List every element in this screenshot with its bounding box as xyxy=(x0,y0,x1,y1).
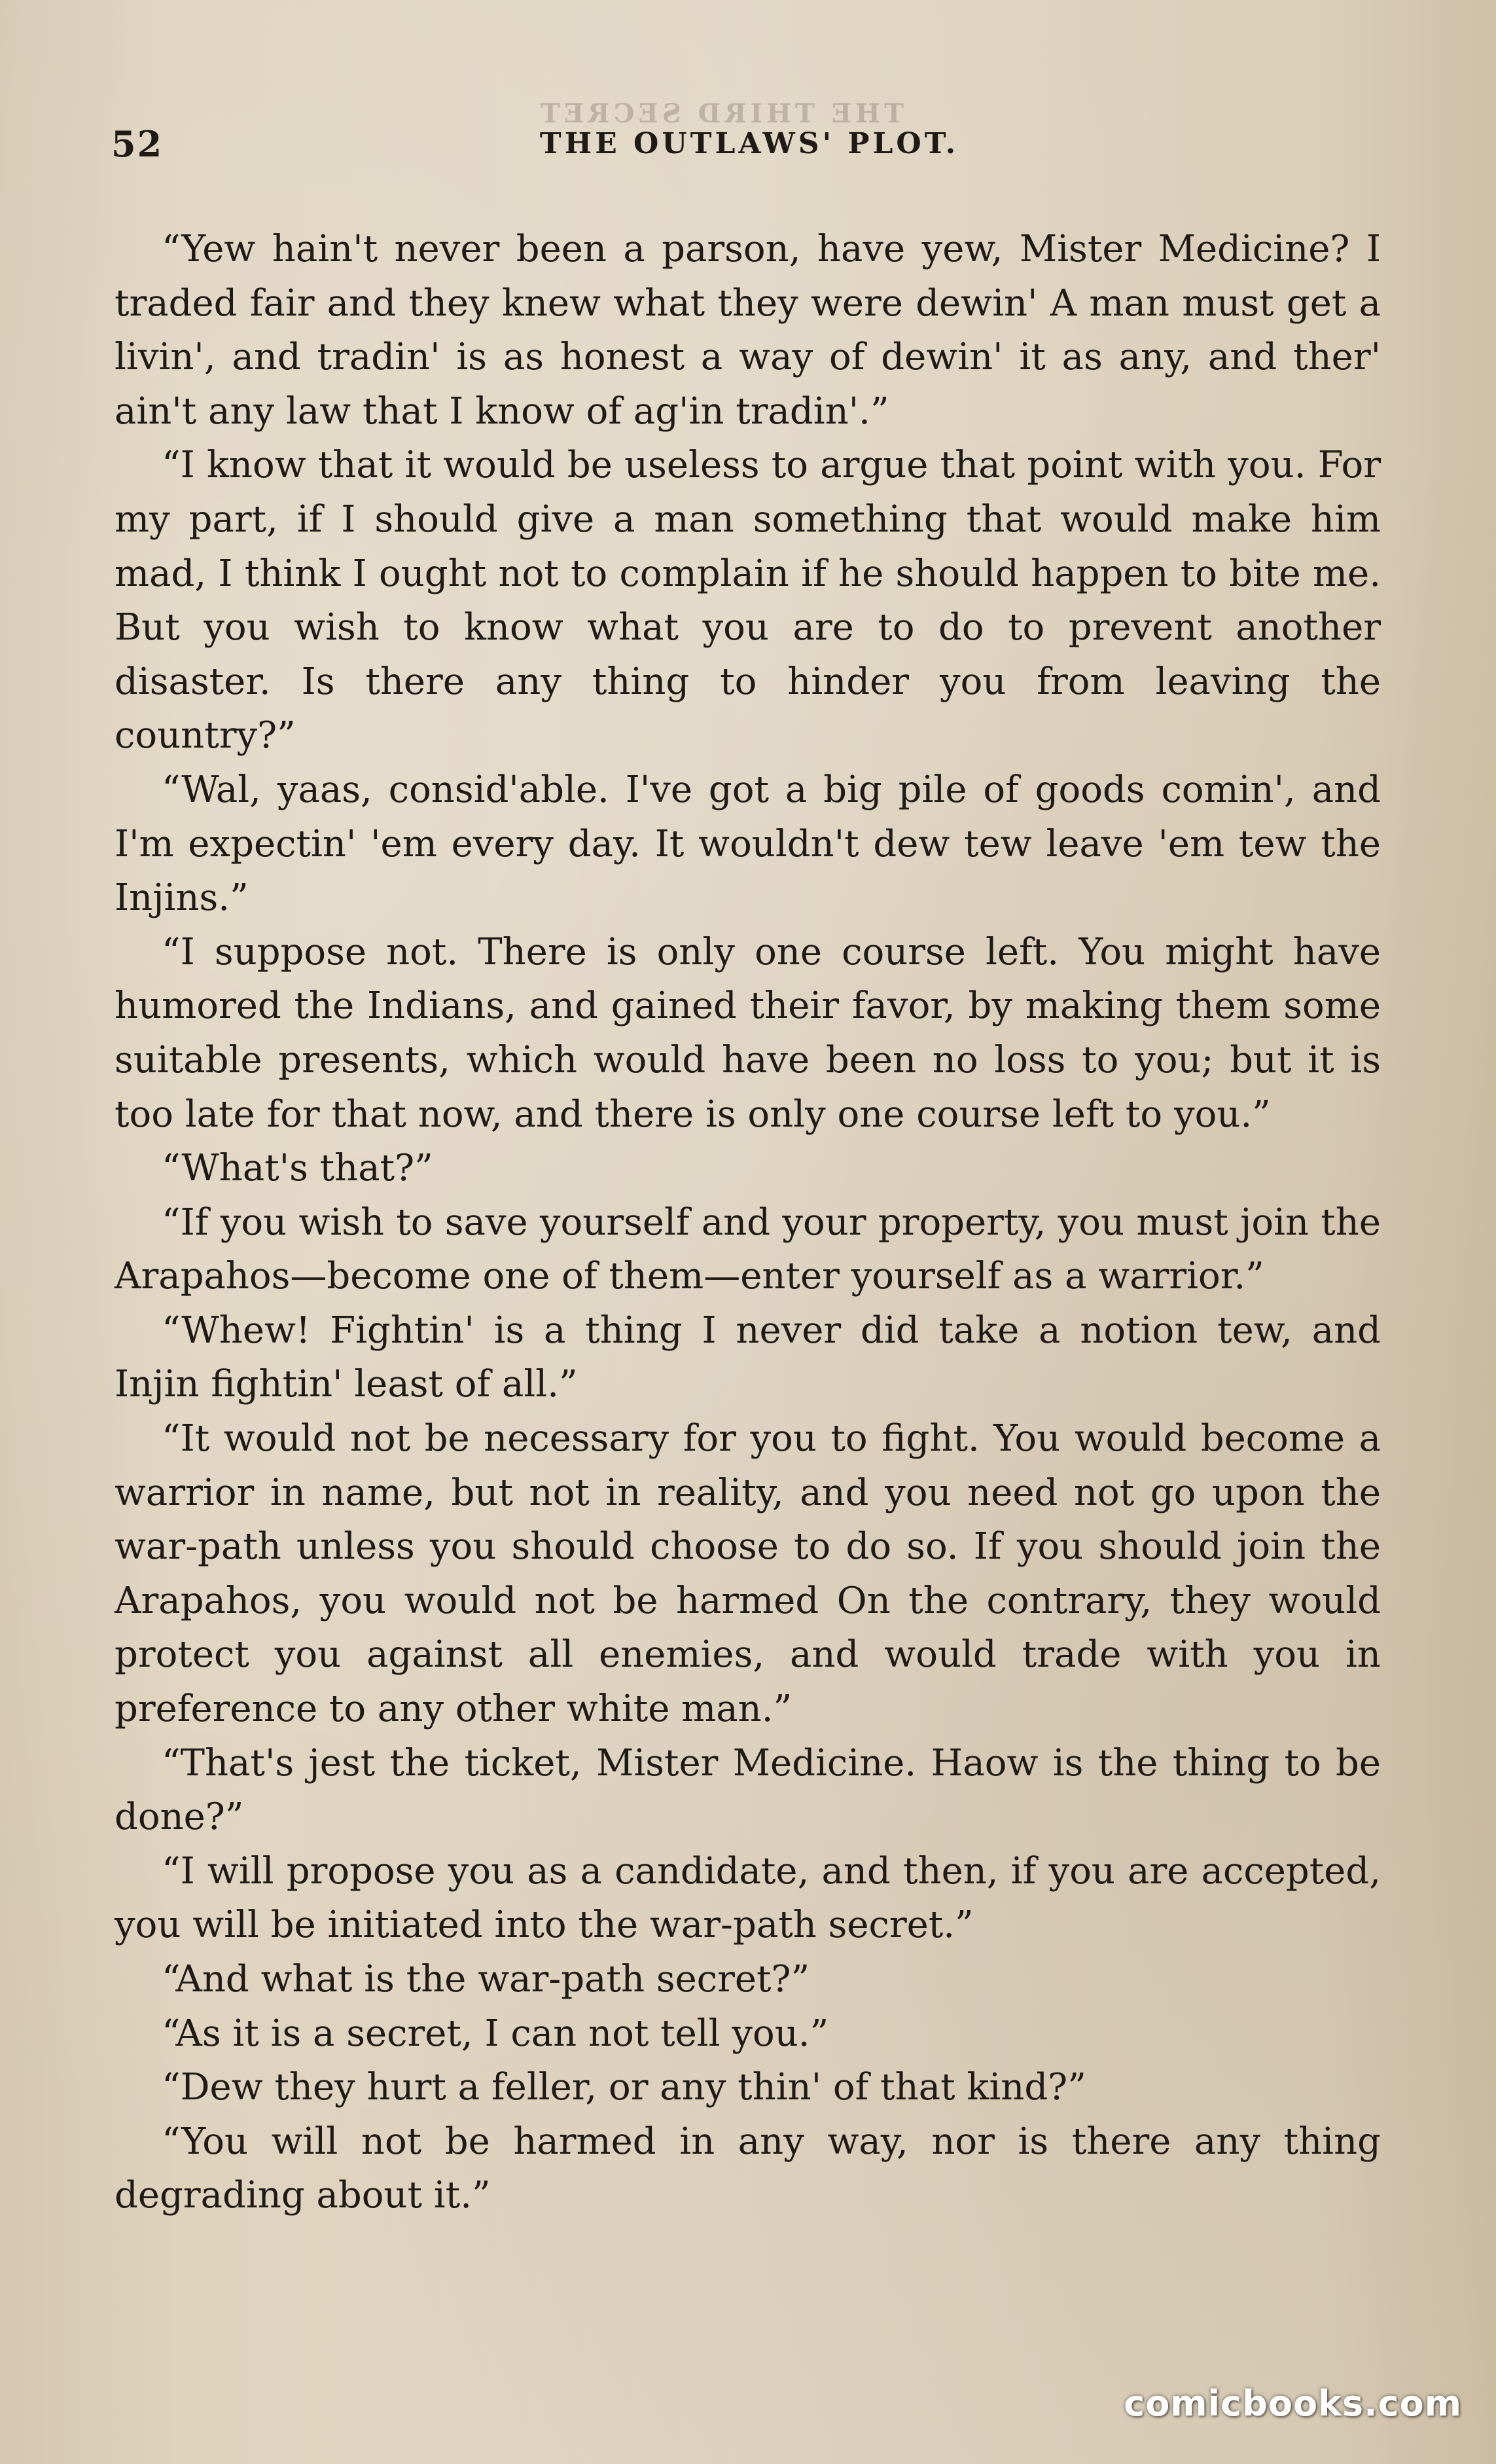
paragraph: “Yew hain't never been a parson, have yew, Mister Medicine? I traded fair and they knew what they were dewin' A man must get a livin', and tradin' is as honest a way of dewin' it as any, and ther' ain't any law that I know of ag'in tradin'.” xyxy=(115,228,1381,433)
watermark-logo: comicbooks.com xyxy=(1124,2383,1462,2424)
paragraph: “That's jest the ticket, Mister Medicine. Haow is the thing to be done?” xyxy=(115,1741,1381,1839)
show-through-text: THE THIRD SECRET xyxy=(537,98,904,129)
body-text xyxy=(115,223,1381,2223)
paragraph: “Dew they hurt a feller, or any thin' of that kind?” xyxy=(162,2066,1086,2109)
page-header xyxy=(111,123,1387,175)
page-number: 52 xyxy=(111,123,164,165)
paragraph: “And what is the war-path secret?” xyxy=(162,1958,810,2001)
paragraph: “I know that it would be useless to argue that point with you. For my part, if I should give a man something that would make him mad, I think I ought not to complain if he should happen to bite me. But you wish to know what you are to do to prevent another disaster. Is there any thing to hinder you from leaving the country?” xyxy=(115,444,1381,757)
paragraph: “It would not be necessary for you to fight. You would become a warrior in name, but not in reality, and you need not go upon the war-path unless you should choose to do so. If you should join the Arapahos, you would not be harmed On the contrary, they would protect you against all enemies, and would trade with you in preference to any other white man.” xyxy=(115,1417,1381,1731)
paragraph: “I will propose you as a candidate, and then, if you are accepted, you will be initiated into the war-path secret.” xyxy=(115,1849,1381,1947)
paragraph: “As it is a secret, I can not tell you.” xyxy=(162,2012,829,2055)
paragraph: “If you wish to save yourself and your property, you must join the Arapahos—become one of them—enter yourself as a warrior.” xyxy=(115,1201,1381,1298)
paragraph: “You will not be harmed in any way, nor is there any thing degrading about it.” xyxy=(115,2120,1381,2217)
running-head: THE OUTLAWS' PLOT. xyxy=(539,127,959,160)
paragraph: “I suppose not. There is only one course left. You might have humored the Indians, and gained their favor, by making them some suitable presents, which would have been no loss to you; but it is too late for that now, and there is only one course left to you.” xyxy=(115,930,1381,1136)
paragraph: “What's that?” xyxy=(162,1147,433,1190)
paragraph: “Whew! Fightin' is a thing I never did take a notion tew, and Injin fightin' least of all.” xyxy=(115,1309,1381,1406)
paragraph: “Wal, yaas, consid'able. I've got a big pile of goods comin', and I'm expectin' 'em every day. It wouldn't dew tew leave 'em tew the Injins.” xyxy=(115,768,1381,920)
